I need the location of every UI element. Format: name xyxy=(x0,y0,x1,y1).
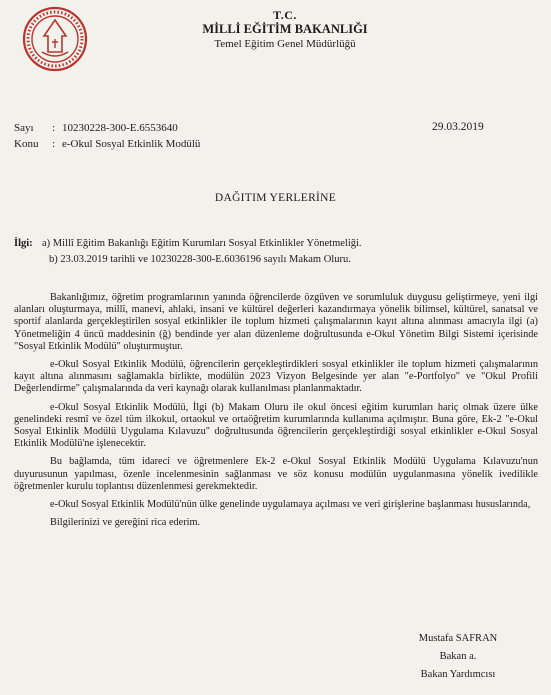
ministry-seal-icon xyxy=(22,6,88,72)
signature-block xyxy=(378,630,538,684)
signer-name: Mustafa SAFRAN xyxy=(418,633,498,644)
country-heading: T.C. xyxy=(273,8,297,22)
signer-authority: Bakan a. xyxy=(439,651,477,662)
konu-label: Konu xyxy=(14,138,39,150)
reference-b: b) 23.03.2019 tarihli ve 10230228-300-E.6036196 sayılı Makam Oluru. xyxy=(49,254,351,265)
konu-row: Konu : e-Okul Sosyal Etkinlik Modülü xyxy=(14,138,201,150)
ministry-heading: MİLLİ EĞİTİM BAKANLIĞI xyxy=(202,22,368,36)
sayi-value: 10230228-300-E.6553640 xyxy=(62,122,178,134)
sayi-label: Sayı xyxy=(14,122,34,134)
document-date: 29.03.2019 xyxy=(432,121,484,133)
reference-block xyxy=(14,236,534,268)
department-heading: Temel Eğitim Genel Müdürlüğü xyxy=(214,38,356,50)
body-paragraph: e-Okul Sosyal Etkinlik Modülü, öğrencilerin gerçekleştirdikleri sosyal etkinlikler ile toplum hizmeti çalışmalarının kayıt altına alınmasını sağlamakla birlikte, modülün 2023 Vizyon Belgesinde yer alan "e-Portfolyo" ve "Okul Profili Değerlendirme" çalışmalarında da veri kaynağı olarak kullanılması planlanmaktadır. xyxy=(14,359,538,395)
distribution-heading: DAĞITIM YERLERİNE xyxy=(214,192,337,204)
konu-value: e-Okul Sosyal Etkinlik Modülü xyxy=(62,138,201,150)
body-paragraph: e-Okul Sosyal Etkinlik Modülü, İlgi (b) Makam Oluru ile okul öncesi eğitim kurumları hariç olmak üzere ülke genelindeki resmî ve özel tüm ilkokul, ortaokul ve ortaöğretim kurumlarında kullanıma açılmıştır. Buna göre, Ek-2 "e-Okul Sosyal Etkinlik Modülü Uygulama Kılavuzu" doğrultusunda öğrencilerin gerçekleştirdiği sosyal etkinlikler e-Okul Sosyal Etkinlik Modülü'ne işlenecektir. xyxy=(14,401,538,450)
signer-title: Bakan Yardımcısı xyxy=(420,669,496,680)
letter-body xyxy=(14,292,538,535)
letterhead xyxy=(170,8,400,52)
body-paragraph: e-Okul Sosyal Etkinlik Modülü'nün ülke genelinde uygulamaya açılması ve veri girişlerine başlanması hususlarında, xyxy=(50,499,531,511)
body-paragraph: Bakanlığımız, öğretim programlarının yanında öğrencilerde özgüven ve sorumluluk duygusu geliştirmeye, yeni ilgi alanları oluşturmaya, millî, manevi, ahlaki, insani ve kültürel değerleri kazandırmaya yönelik bilimsel, kültürel, sanatsal ve sportif alanlarda gerçekleştirilen sosyal etkinlikler ile toplum hizmeti çalışmalarının kayıt altına alınması amacıyla ilgi (a) Yönetmeliğin 4 üncü maddesinin (ğ) bendinde yer alan düzenleme doğrultusunda e-Okul Yönetim Bilgi Sistemi içerisinde "Sosyal Etkinlik Modülü" oluşturmuştur. xyxy=(14,292,538,352)
body-paragraph: Bilgilerinizi ve gereğini rica ederim. xyxy=(50,517,201,529)
reference-a: a) Millî Eğitim Bakanlığı Eğitim Kurumları Sosyal Etkinlikler Yönetmeliği. xyxy=(42,238,362,249)
body-paragraph: Bu bağlamda, tüm idareci ve öğretmenlere Ek-2 e-Okul Sosyal Etkinlik Modülü Uygulama Kılavuzu'nun duyurusunun yapılması, özenle incelenmesinin sağlanması ve söz konusu modülün uygulanmasına yönelik ivedilikle öğretmenler kurulu toplantısı düzenlenmesi gerekmektedir. xyxy=(14,456,538,492)
sayi-row: Sayı : 10230228-300-E.6553640 xyxy=(14,122,178,134)
reference-label: İlgi: xyxy=(14,238,33,249)
